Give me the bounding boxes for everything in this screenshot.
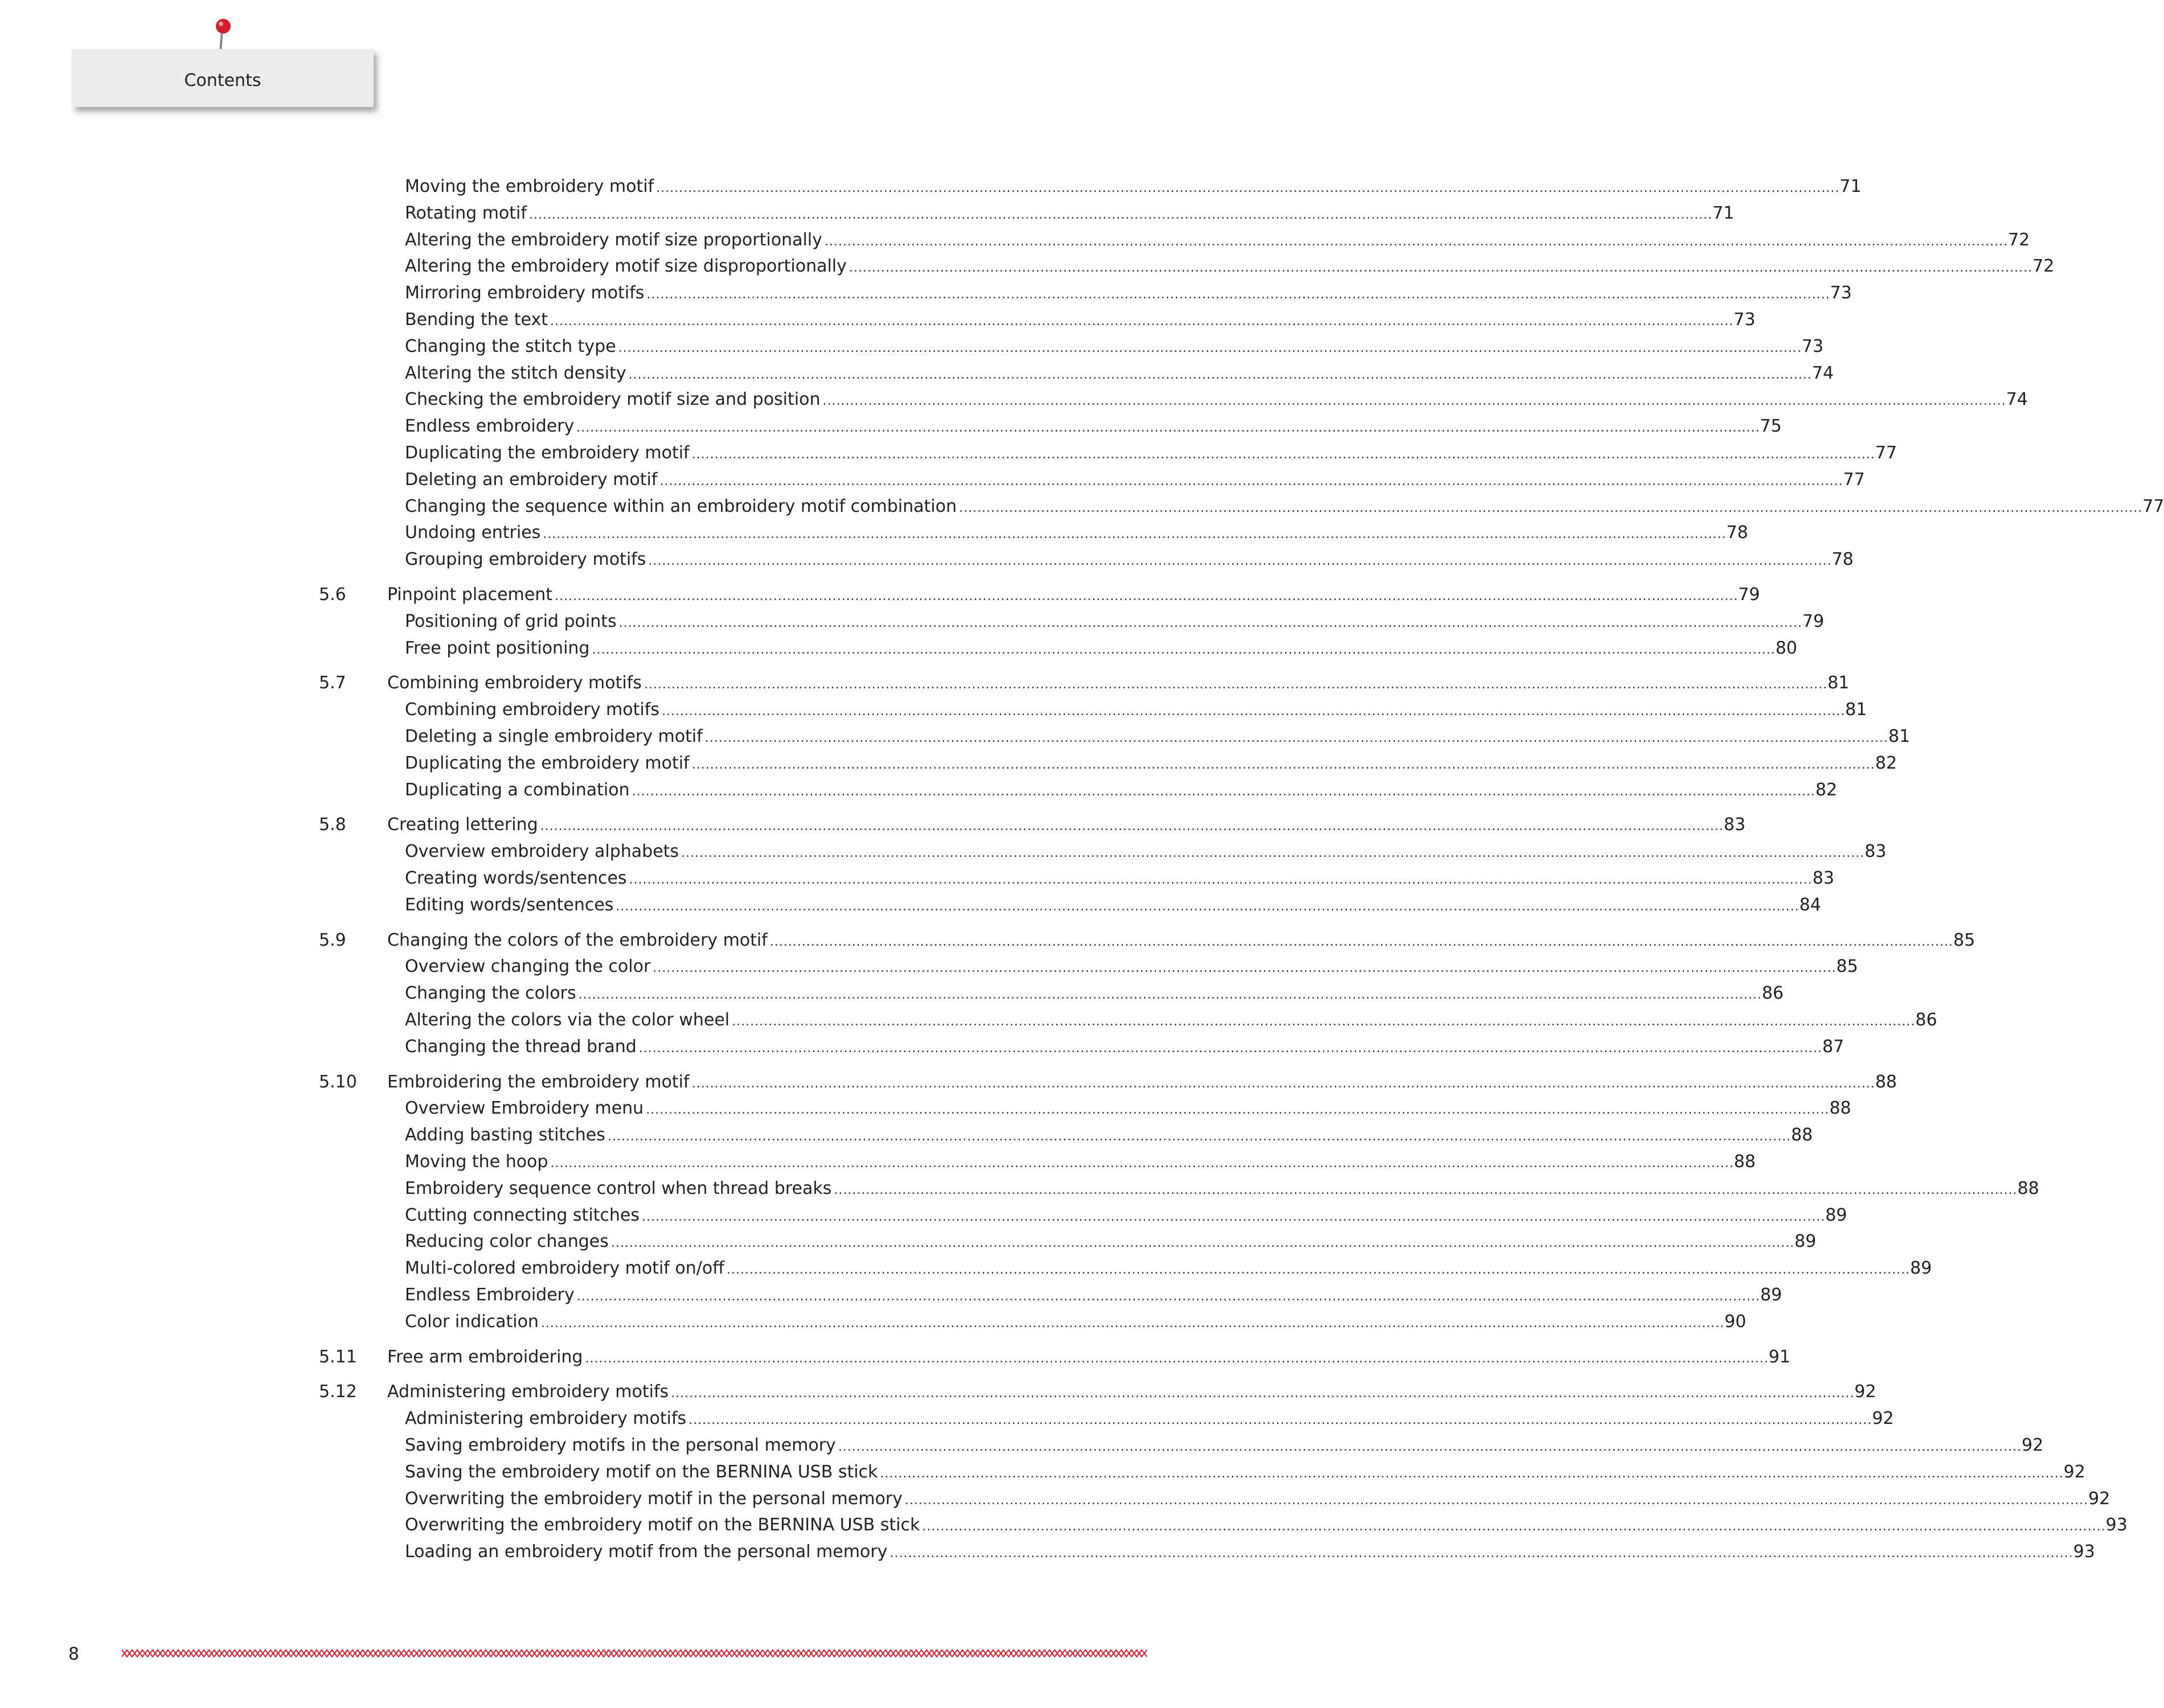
toc-entry-page: 83 [1723, 815, 1746, 835]
toc-entry[interactable] [405, 254, 2055, 279]
toc-entry[interactable] [405, 228, 2030, 253]
toc-leader-dots: .................................................................................................................................................................................................................................................................... [732, 1015, 1916, 1029]
toc-section-number: 5.12 [319, 1382, 357, 1402]
toc-entry-title: Creating lettering [387, 812, 540, 837]
toc-entry-page: 90 [1724, 1311, 1747, 1332]
toc-entry-page: 73 [1801, 336, 1824, 356]
toc-leader-dots: .................................................................................................................................................................................................................................................................... [671, 1386, 1855, 1401]
toc-entry[interactable] [405, 724, 1911, 749]
toc-section-entry[interactable] [387, 1070, 1897, 1095]
toc-entry-title: Changing the stitch type [405, 334, 618, 359]
toc-entry-page: 89 [1825, 1205, 1847, 1225]
toc-entry-page: 74 [2006, 389, 2028, 410]
toc-entry[interactable] [405, 414, 1782, 439]
stitch-line-upper [122, 1650, 1147, 1657]
toc-entry[interactable] [405, 547, 1854, 572]
toc-entry-page: 82 [1875, 753, 1897, 773]
toc-entry-title: Embroidering the embroidery motif [387, 1070, 692, 1095]
toc-entry[interactable] [405, 1513, 2128, 1538]
toc-entry-page: 72 [2032, 256, 2055, 277]
toc-leader-dots: .................................................................................................................................................................................................................................................................... [550, 1156, 1734, 1171]
toc-entry[interactable] [405, 636, 1797, 661]
toc-section-number: 5.6 [319, 585, 346, 605]
toc-entry-page: 81 [1845, 700, 1867, 720]
toc-entry[interactable] [405, 467, 1865, 492]
toc-entry-page: 77 [1875, 443, 1897, 463]
toc-entry-page: 92 [1872, 1409, 1894, 1429]
toc-leader-dots: .................................................................................................................................................................................................................................................................... [628, 367, 1812, 382]
toc-section-number: 5.10 [319, 1071, 357, 1092]
toc-leader-dots: .................................................................................................................................................................................................................................................................... [576, 421, 1760, 436]
toc-leader-dots: .................................................................................................................................................................................................................................................................... [592, 642, 1776, 657]
toc-leader-dots: .................................................................................................................................................................................................................................................................... [632, 784, 1815, 799]
toc-entry-title: Creating words/sentences [405, 866, 629, 891]
toc-leader-dots: .................................................................................................................................................................................................................................................................... [681, 846, 1865, 861]
toc-entry-title: Adding basting stitches [405, 1123, 608, 1148]
toc-leader-dots: .................................................................................................................................................................................................................................................................... [638, 1041, 1823, 1056]
toc-entry-title: Endless embroidery [405, 414, 576, 439]
toc-leader-dots: .................................................................................................................................................................................................................................................................... [578, 988, 1762, 1003]
toc-entry-title: Rotating motif [405, 201, 529, 226]
toc-section-entry[interactable] [387, 928, 1976, 953]
toc-entry[interactable] [405, 1487, 2110, 1512]
toc-leader-dots: .................................................................................................................................................................................................................................................................... [659, 474, 1843, 488]
toc-entry-title: Altering the colors via the color wheel [405, 1008, 732, 1033]
toc-entry[interactable] [405, 954, 1858, 979]
toc-entry[interactable] [405, 1123, 1813, 1148]
toc-leader-dots: .................................................................................................................................................................................................................................................................... [648, 554, 1832, 569]
toc-entry-title: Checking the embroidery motif size and position [405, 387, 822, 412]
toc-entry[interactable] [405, 778, 1838, 803]
toc-leader-dots: .................................................................................................................................................................................................................................................................... [543, 527, 1727, 542]
toc-entry-title: Changing the thread brand [405, 1034, 639, 1060]
toc-entry[interactable] [405, 1176, 2039, 1201]
toc-section-number: 5.11 [319, 1346, 357, 1367]
toc-leader-dots: .................................................................................................................................................................................................................................................................... [618, 340, 1802, 355]
toc-leader-dots: .................................................................................................................................................................................................................................................................... [528, 207, 1713, 222]
toc-entry[interactable] [405, 1149, 1756, 1175]
toc-entry-page: 83 [1812, 868, 1834, 888]
toc-entry-title: Multi-colored embroidery motif on/off [405, 1256, 727, 1281]
toc-entry[interactable] [405, 387, 2028, 412]
toc-entry-title: Bending the text [405, 307, 550, 332]
toc-leader-dots: .................................................................................................................................................................................................................................................................... [656, 181, 1840, 195]
toc-entry-title: Pinpoint placement [387, 582, 555, 607]
toc-entry-page: 91 [1768, 1346, 1790, 1367]
toc-entry-page: 92 [2022, 1435, 2044, 1455]
toc-entry[interactable] [405, 201, 1735, 226]
toc-entry[interactable] [405, 1309, 1747, 1335]
toc-section-entry[interactable] [387, 582, 1760, 607]
toc-entry-page: 89 [1910, 1258, 1932, 1279]
toc-entry[interactable] [405, 307, 1756, 332]
toc-entry[interactable] [405, 520, 1748, 545]
toc-entry[interactable] [405, 1283, 1782, 1308]
toc-leader-dots: .................................................................................................................................................................................................................................................................... [629, 873, 1813, 887]
toc-leader-dots: .................................................................................................................................................................................................................................................................... [540, 819, 1724, 834]
toc-entry[interactable] [405, 1539, 2095, 1565]
toc-entry-title: Embroidery sequence control when thread breaks [405, 1176, 834, 1201]
toc-entry-title: Administering embroidery motifs [387, 1379, 671, 1405]
toc-entry-page: 78 [1726, 523, 1748, 543]
toc-entry[interactable] [405, 1008, 1937, 1033]
toc-entry-page: 85 [1953, 930, 1976, 950]
toc-entry[interactable] [405, 751, 1897, 776]
toc-entry-page: 79 [1738, 585, 1760, 605]
toc-entry[interactable] [405, 281, 1852, 306]
toc-entry[interactable] [405, 839, 1887, 864]
toc-entry-title: Saving the embroidery motif on the BERNINA USB stick [405, 1460, 880, 1485]
toc-leader-dots: .................................................................................................................................................................................................................................................................... [958, 500, 2143, 515]
toc-leader-dots: .................................................................................................................................................................................................................................................................... [550, 314, 1734, 329]
contents-tab [72, 49, 374, 107]
toc-leader-dots: .................................................................................................................................................................................................................................................................... [890, 1546, 2073, 1561]
toc-section-number: 5.8 [319, 815, 346, 835]
toc-entry-page: 79 [1802, 611, 1825, 631]
toc-entry-page: 85 [1836, 956, 1858, 977]
toc-leader-dots: .................................................................................................................................................................................................................................................................... [726, 1263, 1911, 1278]
toc-entry-title: Deleting a single embroidery motif [405, 724, 705, 749]
toc-leader-dots: .................................................................................................................................................................................................................................................................... [688, 1413, 1872, 1428]
toc-leader-dots: .................................................................................................................................................................................................................................................................... [646, 1103, 1830, 1118]
toc-entry[interactable] [405, 1096, 1851, 1121]
toc-leader-dots: .................................................................................................................................................................................................................................................................... [838, 1440, 2022, 1454]
toc-leader-dots: .................................................................................................................................................................................................................................................................... [555, 589, 1739, 603]
toc-entry-title: Overwriting the embroidery motif on the BERNINA USB stick [405, 1513, 922, 1538]
toc-entry-page: 87 [1822, 1036, 1845, 1057]
toc-leader-dots: .................................................................................................................................................................................................................................................................... [922, 1520, 2106, 1534]
toc-entry-page: 92 [2088, 1488, 2110, 1509]
toc-entry-title: Overview embroidery alphabets [405, 839, 681, 864]
toc-entry-title: Changing the colors [405, 981, 579, 1006]
toc-leader-dots: .................................................................................................................................................................................................................................................................... [691, 1076, 1875, 1091]
toc-entry[interactable] [405, 1034, 1845, 1060]
toc-leader-dots: .................................................................................................................................................................................................................................................................... [610, 1236, 1795, 1251]
toc-entry[interactable] [405, 893, 1821, 918]
toc-section-entry[interactable] [387, 1379, 1876, 1405]
toc-entry-title: Free point positioning [405, 636, 592, 661]
toc-entry-title: Altering the embroidery motif size proportionally [405, 228, 825, 253]
toc-entry[interactable] [405, 1433, 2044, 1458]
toc-entry[interactable] [405, 866, 1834, 891]
toc-entry-title: Changing the sequence within an embroidery motif combination [405, 494, 959, 519]
toc-entry-title: Moving the hoop [405, 1149, 550, 1175]
toc-entry-title: Cutting connecting stitches [405, 1203, 642, 1228]
toc-entry-title: Administering embroidery motifs [405, 1406, 688, 1431]
toc-leader-dots: .................................................................................................................................................................................................................................................................... [642, 1209, 1826, 1224]
toc-section-number: 5.7 [319, 673, 346, 693]
toc-entry-title: Saving embroidery motifs in the personal memory [405, 1433, 838, 1458]
toc-leader-dots: .................................................................................................................................................................................................................................................................... [653, 961, 1837, 976]
toc-entry-page: 81 [1827, 673, 1850, 693]
toc-entry-title: Overview changing the color [405, 954, 653, 979]
page-number: 8 [68, 1644, 80, 1664]
toc-entry-page: 86 [1915, 1010, 1937, 1030]
toc-leader-dots: .................................................................................................................................................................................................................................................................... [834, 1183, 2018, 1197]
toc-entry-title: Duplicating a combination [405, 778, 632, 803]
toc-entry[interactable] [405, 174, 1862, 199]
toc-entry[interactable] [405, 1406, 1894, 1431]
decorative-stitch-border [122, 1648, 1147, 1660]
toc-leader-dots: .................................................................................................................................................................................................................................................................... [616, 899, 1800, 914]
toc-entry-title: Duplicating the embroidery motif [405, 751, 692, 776]
toc-entry-title: Altering the embroidery motif size disproportionally [405, 254, 849, 279]
toc-entry-title: Overwriting the embroidery motif in the personal memory [405, 1487, 905, 1512]
toc-entry-page: 77 [1843, 469, 1865, 490]
toc-entry-title: Reducing color changes [405, 1229, 611, 1254]
toc-leader-dots: .................................................................................................................................................................................................................................................................... [661, 704, 1846, 719]
toc-entry-page: 74 [1811, 363, 1834, 383]
toc-entry-page: 89 [1794, 1231, 1817, 1252]
toc-leader-dots: .................................................................................................................................................................................................................................................................... [849, 261, 2033, 276]
toc-entry-page: 84 [1799, 894, 1821, 915]
toc-entry-page: 71 [1839, 176, 1862, 196]
toc-entry-title: Combining embroidery motifs [387, 671, 644, 696]
toc-entry[interactable] [405, 1460, 2085, 1485]
toc-entry[interactable] [405, 334, 1824, 359]
toc-leader-dots: .................................................................................................................................................................................................................................................................... [822, 394, 2006, 409]
toc-entry[interactable] [405, 1203, 1847, 1228]
toc-entry-page: 80 [1775, 638, 1797, 658]
toc-leader-dots: .................................................................................................................................................................................................................................................................... [704, 731, 1888, 745]
toc-section-entry[interactable] [387, 1345, 1790, 1370]
toc-entry-title: Positioning of grid points [405, 609, 619, 634]
toc-entry-title: Undoing entries [405, 520, 543, 545]
toc-leader-dots: .................................................................................................................................................................................................................................................................... [691, 447, 1875, 462]
toc-entry[interactable] [405, 361, 1834, 386]
toc-entry-page: 78 [1831, 549, 1854, 570]
toc-entry-page: 93 [2105, 1515, 2128, 1535]
toc-entry-page: 92 [1854, 1382, 1876, 1402]
toc-entry-title: Color indication [405, 1309, 541, 1335]
toc-entry-title: Editing words/sentences [405, 893, 616, 918]
toc-entry[interactable] [405, 981, 1784, 1006]
toc-leader-dots: .................................................................................................................................................................................................................................................................... [769, 934, 1954, 949]
toc-entry-page: 88 [1875, 1071, 1897, 1092]
toc-leader-dots: .................................................................................................................................................................................................................................................................... [540, 1316, 1725, 1331]
toc-leader-dots: .................................................................................................................................................................................................................................................................... [618, 615, 1802, 630]
toc-entry[interactable] [405, 1256, 1932, 1281]
toc-entry-page: 72 [2008, 229, 2030, 250]
contents-tab-label: Contents [184, 70, 261, 91]
toc-section-entry[interactable] [387, 812, 1746, 837]
toc-entry-page: 82 [1815, 779, 1838, 800]
toc-entry-page: 88 [2017, 1178, 2039, 1198]
toc-leader-dots: .................................................................................................................................................................................................................................................................... [576, 1290, 1761, 1304]
toc-entry-page: 88 [1829, 1098, 1851, 1119]
toc-leader-dots: .................................................................................................................................................................................................................................................................... [585, 1351, 1769, 1366]
toc-entry-title: Combining embroidery motifs [405, 697, 662, 722]
stitch-line-lower [122, 1650, 1147, 1657]
toc-entry-title: Altering the stitch density [405, 361, 629, 386]
toc-entry[interactable] [405, 697, 1867, 722]
toc-entry-page: 88 [1791, 1125, 1813, 1145]
toc-leader-dots: .................................................................................................................................................................................................................................................................... [644, 678, 1828, 692]
toc-entry-page: 89 [1760, 1285, 1782, 1305]
toc-entry-page: 92 [2063, 1461, 2085, 1482]
toc-entry-page: 81 [1888, 726, 1911, 746]
toc-entry-title: Changing the colors of the embroidery motif [387, 928, 770, 953]
toc-leader-dots: .................................................................................................................................................................................................................................................................... [824, 234, 2009, 249]
toc-entry-page: 71 [1712, 203, 1735, 223]
toc-section-number: 5.9 [319, 930, 346, 950]
toc-entry-title: Moving the embroidery motif [405, 174, 656, 199]
toc-entry[interactable] [405, 494, 2164, 519]
toc-entry-title: Mirroring embroidery motifs [405, 281, 646, 306]
toc-entry-page: 88 [1733, 1152, 1756, 1172]
toc-entry-title: Loading an embroidery motif from the personal memory [405, 1539, 890, 1565]
toc-entry-title: Free arm embroidering [387, 1345, 585, 1370]
toc-leader-dots: .................................................................................................................................................................................................................................................................... [904, 1493, 2089, 1508]
toc-entry[interactable] [405, 609, 1825, 634]
toc-leader-dots: .................................................................................................................................................................................................................................................................... [607, 1130, 1792, 1144]
toc-entry-page: 73 [1733, 310, 1756, 330]
toc-entry[interactable] [405, 441, 1897, 466]
toc-entry-title: Endless Embroidery [405, 1283, 577, 1308]
toc-entry-title: Overview Embroidery menu [405, 1096, 646, 1121]
toc-leader-dots: .................................................................................................................................................................................................................................................................... [646, 288, 1830, 302]
toc-leader-dots: .................................................................................................................................................................................................................................................................... [691, 757, 1875, 772]
toc-entry[interactable] [405, 1229, 1817, 1254]
toc-section-entry[interactable] [387, 671, 1850, 696]
toc-entry-page: 86 [1761, 983, 1784, 1004]
toc-entry-title: Grouping embroidery motifs [405, 547, 648, 572]
toc-entry-title: Deleting an embroidery motif [405, 467, 659, 492]
toc-entry-page: 73 [1830, 283, 1852, 303]
toc-entry-page: 83 [1864, 841, 1887, 862]
toc-entry-title: Duplicating the embroidery motif [405, 441, 692, 466]
toc-entry-page: 77 [2142, 496, 2164, 516]
toc-leader-dots: .................................................................................................................................................................................................................................................................... [880, 1466, 2064, 1481]
toc-entry-page: 75 [1760, 416, 1782, 437]
toc-entry-page: 93 [2073, 1542, 2095, 1562]
